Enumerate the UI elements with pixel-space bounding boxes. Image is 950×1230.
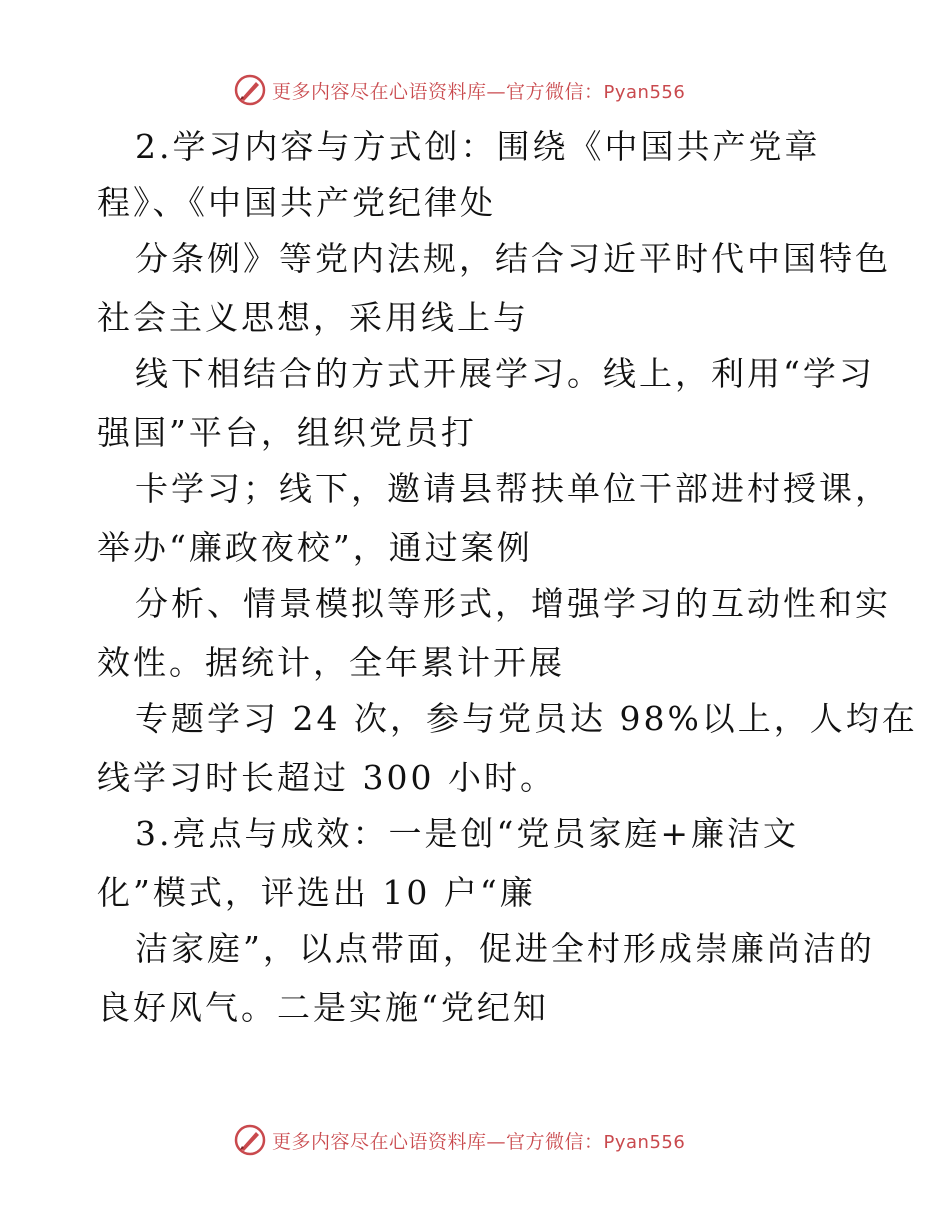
pen-logo-icon <box>234 74 266 106</box>
document-body <box>97 125 918 1042</box>
body-line: 洁家庭”，以点带面，促进全村形成崇廉尚洁的 <box>135 929 875 968</box>
body-line: 分析、情景模拟等形式，增强学习的互动性和实 <box>135 584 891 623</box>
body-line: 专题学习 24 次，参与党员达 98%以上，人均在 <box>135 699 918 738</box>
footer-banner <box>0 1120 950 1160</box>
footer-banner-text: 更多内容尽在心语资料库—官方微信： <box>272 1130 604 1153</box>
body-line: 程》、《中国共产党纪律处 <box>97 183 496 222</box>
body-line: 卡学习；线下，邀请县帮扶单位干部进村授课， <box>135 469 891 508</box>
header-banner-text: 更多内容尽在心语资料库—官方微信： <box>272 80 604 103</box>
body-line: 线学习时长超过 300 小时。 <box>97 758 556 797</box>
body-line: 分条例》等党内法规，结合习近平时代中国特色 <box>135 239 891 278</box>
body-line: 举办“廉政夜校”，通过案例 <box>97 528 533 567</box>
body-line: 社会主义思想，采用线上与 <box>97 298 529 337</box>
body-line: 强国”平台，组织党员打 <box>97 413 477 452</box>
footer-wechat-id: Pyan556 <box>603 1131 686 1153</box>
body-line: 良好风气。二是实施“党纪知 <box>97 988 549 1027</box>
body-line: 化”模式，评选出 10 户“廉 <box>97 873 536 912</box>
body-line: 线下相结合的方式开展学习。线上，利用“学习 <box>135 354 875 393</box>
pen-logo-icon <box>234 1124 266 1156</box>
body-line: 3.亮点与成效：一是创“党员家庭+廉洁文 <box>135 814 800 853</box>
body-line: 效性。据统计，全年累计开展 <box>97 643 565 682</box>
header-banner <box>0 70 950 110</box>
header-wechat-id: Pyan556 <box>603 81 686 103</box>
body-line: 2.学习内容与方式创：围绕《中国共产党章 <box>135 127 821 166</box>
